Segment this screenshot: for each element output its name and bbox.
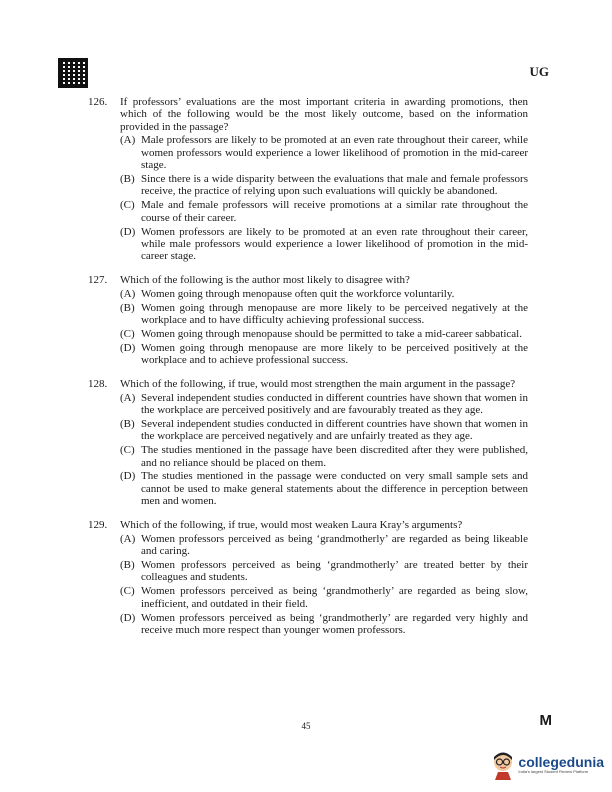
mascot-icon	[490, 750, 516, 780]
option-label: (B)	[120, 417, 135, 430]
option-label: (C)	[120, 444, 135, 457]
exam-code: UG	[529, 64, 549, 79]
option-text: The studies mentioned in the passage were conducted on very small sample sets and cannot be used to make general statements about the difference in perception between men and women.	[141, 470, 528, 508]
option-label: (A)	[120, 532, 136, 545]
option-text: Women professors perceived as being ‘grandmotherly’ are regarded as being likeable and caring.	[141, 532, 528, 557]
option-label: (D)	[120, 470, 136, 483]
option-text: Women professors perceived as being ‘grandmotherly’ are regarded as being slow, inefficient, and outdated in their field.	[141, 585, 528, 610]
option-label: (C)	[120, 199, 135, 212]
question-text: Which of the following, if true, would most weaken Laura Kray’s arguments?	[120, 519, 463, 532]
option	[120, 533, 528, 558]
question-128	[88, 378, 528, 509]
question-text: Which of the following is the author most likely to disagree with?	[120, 274, 410, 287]
option-label: (B)	[120, 558, 135, 571]
option	[120, 328, 528, 340]
question-129	[88, 519, 528, 638]
option	[120, 342, 528, 367]
option	[120, 585, 528, 610]
option-label: (C)	[120, 585, 135, 598]
question-number: 128.	[88, 378, 108, 391]
option	[120, 392, 528, 417]
option	[120, 302, 528, 327]
option	[120, 559, 528, 584]
option-text: Male and female professors will receive promotions at a similar rate throughout the course of their career.	[141, 199, 528, 224]
option-text: Women professors are likely to be promoted at an even rate throughout their career, while male professors would experience a lower likelihood of promotion in the mid-career stage.	[141, 225, 528, 263]
option	[120, 134, 528, 171]
option-label: (D)	[120, 341, 136, 354]
option-label: (A)	[120, 391, 136, 404]
option	[120, 288, 528, 300]
option-text: Women going through menopause often quit the workforce voluntarily.	[141, 287, 455, 300]
option-text: Several independent studies conducted in different countries have shown that women in the workplace are perceived negatively and are unfairly treated as they age.	[141, 417, 528, 443]
question-127	[88, 274, 528, 368]
option-text: Male professors are likely to be promoted at an even rate throughout their career, while women professors would experience a lower likelihood of promotion in the mid-career stage.	[141, 134, 528, 172]
logo-tagline: India's largest Student Review Platform	[518, 769, 589, 774]
option-text: Since there is a wide disparity between the evaluations that male and female professors receive, the practice of relying upon such evaluations will quickly be abandoned.	[141, 172, 528, 198]
question-number: 126.	[88, 96, 108, 108]
option	[120, 199, 528, 224]
option	[120, 226, 528, 263]
option-text: The studies mentioned in the passage have been discredited after they were published, and no reliance should be placed on them.	[141, 444, 528, 469]
qr-code	[60, 60, 86, 86]
option-label: (B)	[120, 301, 135, 314]
option	[120, 173, 528, 198]
option-text: Women going through menopause should be permitted to take a mid-career sabbatical.	[141, 327, 522, 340]
option	[120, 418, 528, 443]
option	[120, 612, 528, 637]
logo-name: collegedunia	[518, 754, 604, 770]
option-label: (A)	[120, 287, 136, 300]
option-text: Women going through menopause are more likely to be perceived negatively at the workplace and to have difficulty achieving professional success.	[141, 301, 528, 326]
option-label: (C)	[120, 327, 135, 340]
question-number: 129.	[88, 519, 108, 532]
option-label: (D)	[120, 225, 136, 238]
question-text: Which of the following, if true, would most strengthen the main argument in the passage?	[120, 378, 516, 391]
option-label: (A)	[120, 134, 136, 147]
page-number: 45	[301, 721, 311, 731]
option-text: Women going through menopause are more likely to be perceived positively at the workplace and to achieve professional success.	[141, 341, 528, 367]
option-label: (B)	[120, 172, 135, 185]
question-number: 127.	[88, 274, 108, 287]
option-label: (D)	[120, 611, 136, 624]
option	[120, 470, 528, 507]
collegedunia-logo	[490, 750, 604, 780]
option-text: Women professors perceived as being ‘grandmotherly’ are treated better by their colleagues and students.	[141, 558, 528, 584]
option-text: Women professors perceived as being ‘grandmotherly’ are regarded very highly and receive much more respect than younger women professors.	[141, 611, 528, 636]
question-text: If professors’ evaluations are the most important criteria in awarding promotions, then which of the following would be the most likely outcome, based on the information provided in the passage?	[120, 96, 528, 133]
option-text: Several independent studies conducted in different countries have shown that women in the workplace are perceived positively and are favourably treated as they age.	[141, 391, 528, 416]
question-list	[88, 96, 528, 648]
question-126	[88, 96, 528, 264]
option	[120, 444, 528, 469]
set-code: M	[539, 712, 552, 729]
